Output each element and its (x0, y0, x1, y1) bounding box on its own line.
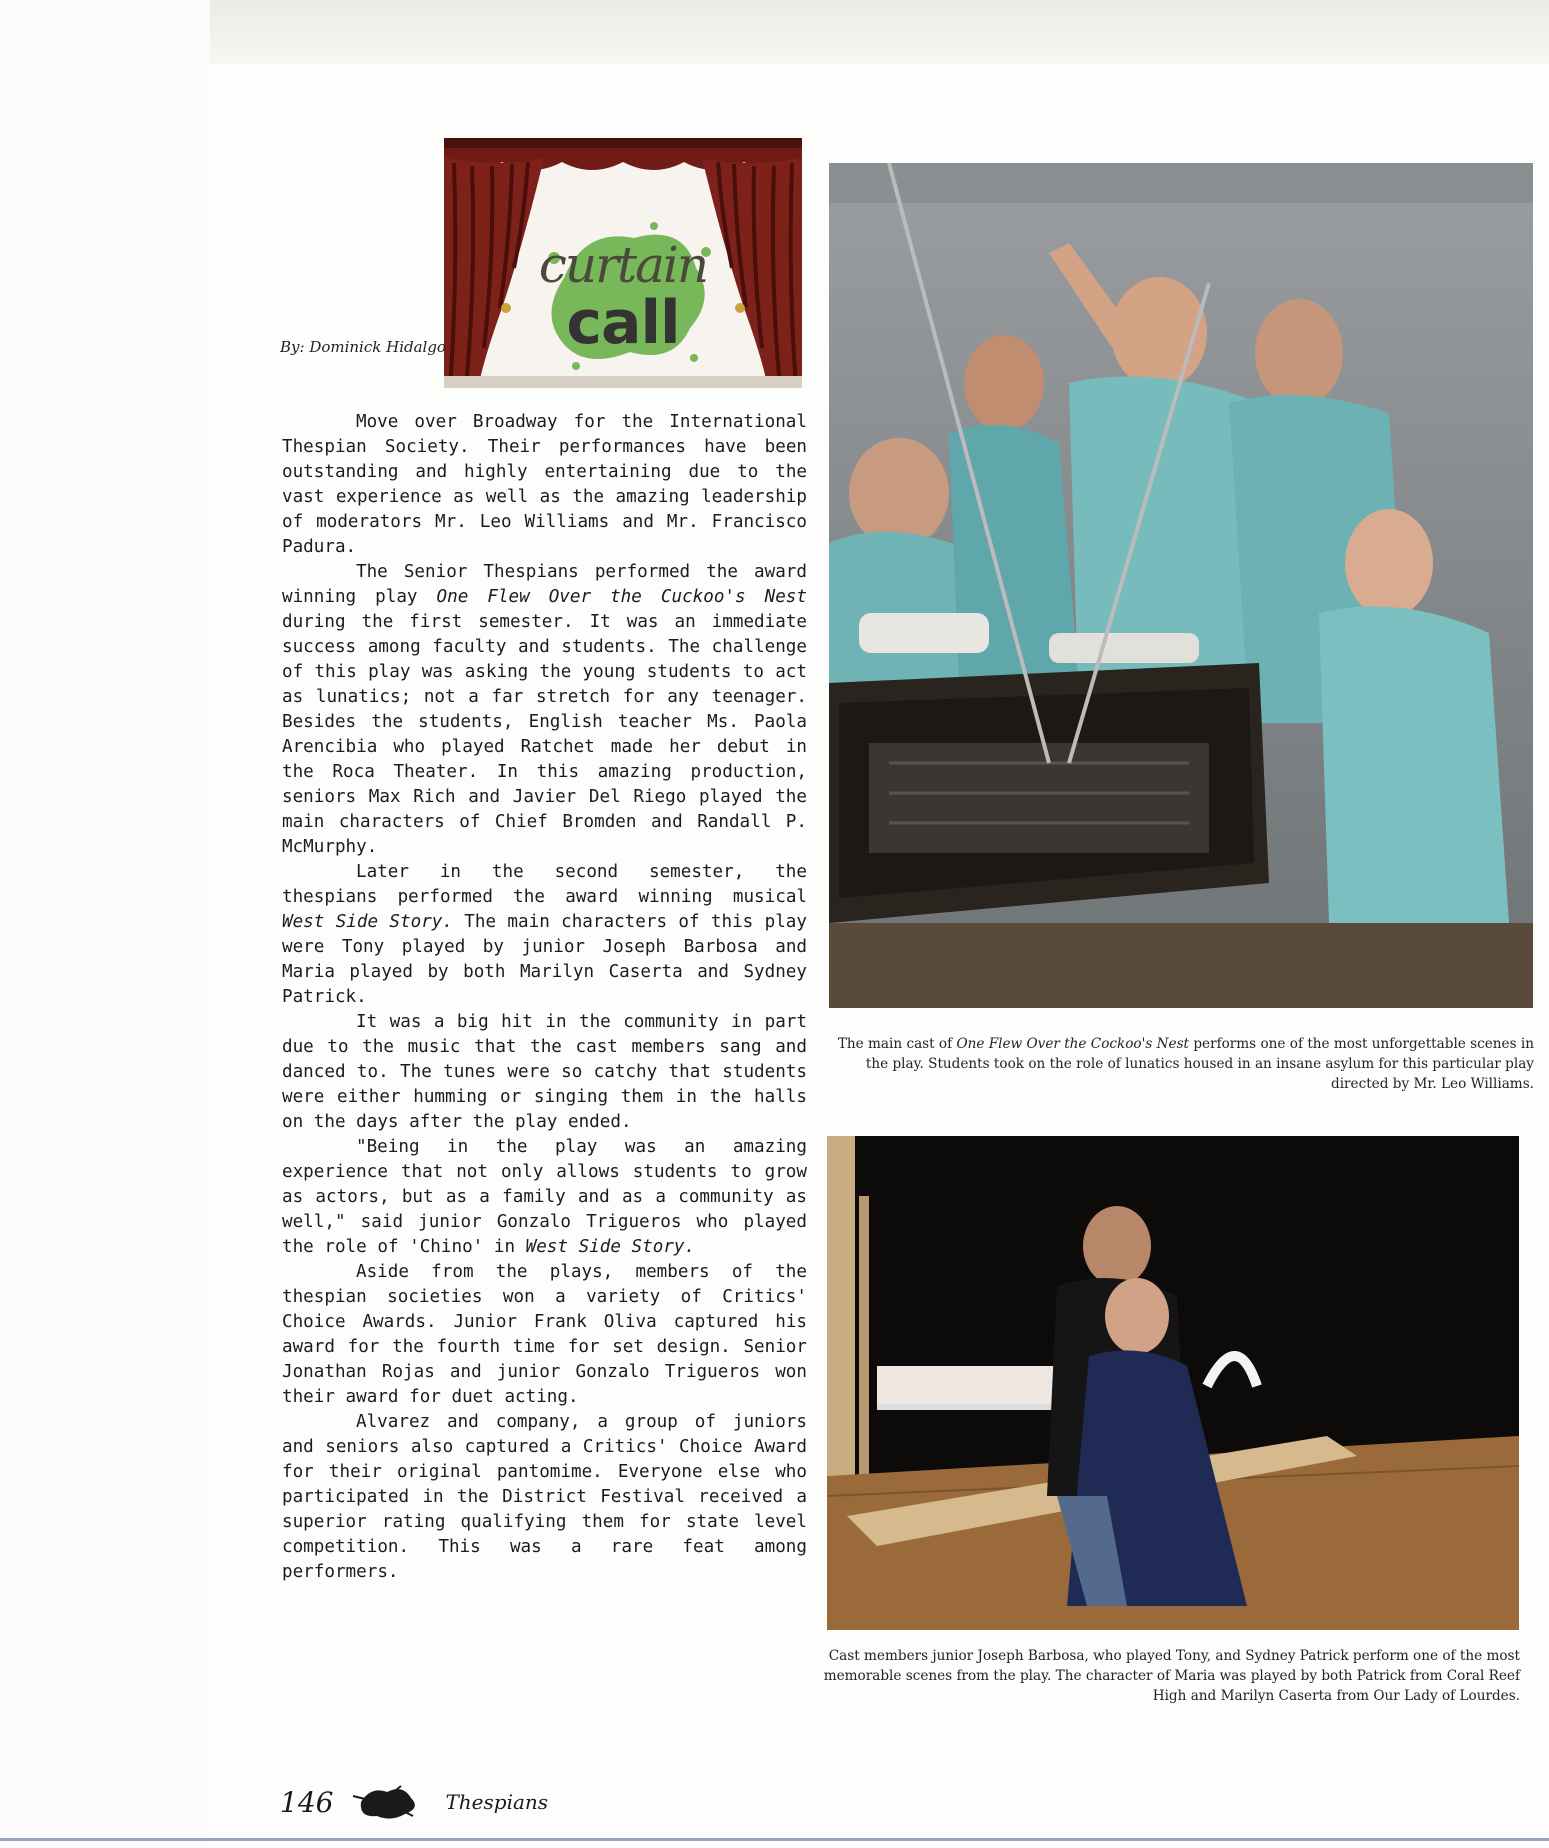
stage-scene-icon (827, 1136, 1519, 1630)
article-paragraph (282, 1135, 807, 1260)
title-reference: West Side Story. (525, 1237, 696, 1257)
title-reference: One Flew Over the Cockoo's Nest (956, 1036, 1190, 1052)
article-paragraph (282, 410, 807, 560)
article-paragraph (282, 860, 807, 1010)
photo1-caption (826, 1034, 1534, 1094)
text-run: Move over Broadway for the International Thespian Society. Their performances have been outstanding and highly entertaining due to the vast experience as well as the amazing leadership of moderators Mr. Leo Williams and Mr. Francisco Padura. (282, 412, 807, 557)
curtain-title-line2: call (566, 288, 680, 358)
text-run: Cast members junior Joseph Barbosa, who played Tony, and Sydney Patrick perform one of the most memorable scenes from the play. The character of Maria was played by both Patrick from Coral Reef High and Marilyn Caserta from Our Lady of Lourdes. (823, 1648, 1520, 1704)
text-run: "Being in the play was an amazing experience that not only allows students to grow as actors, but as a family and as a community as well," said junior Gonzalo Trigueros who played the role of 'Chino' in (282, 1137, 807, 1257)
curtain-call-graphic (444, 138, 802, 388)
article-paragraph (282, 560, 807, 860)
title-reference: West Side Story. (282, 912, 453, 932)
text-run: Later in the second semester, the thespians performed the award winning musical (282, 862, 807, 907)
text-run: Alvarez and company, a group of juniors and seniors also captured a Critics' Choice Award for their original pantomime. Everyone else who participated in the District Festival received a superior rating qualifying them for state level competition. This was a rare feat among performers. (282, 1412, 807, 1582)
section-name: Thespians (445, 1790, 549, 1814)
article-paragraph (282, 1260, 807, 1410)
text-run: The main characters of this play were Tony played by junior Joseph Barbosa and Maria played by both Marilyn Caserta and Sydney Patrick. (282, 912, 807, 1007)
article-paragraph (282, 1410, 807, 1585)
ink-splat-icon (351, 1782, 421, 1822)
text-run: The Senior Thespians performed the award winning play (282, 562, 807, 607)
west-side-story-photo (827, 1136, 1519, 1630)
stage-photo-icon (829, 163, 1533, 1008)
title-reference: One Flew Over the Cuckoo's Nest (436, 587, 807, 607)
photo2-caption (820, 1646, 1520, 1706)
text-run: Aside from the plays, members of the thespian societies won a variety of Critics' Choice Awards. Junior Frank Oliva captured his award for the fourth time for set design. Senior Jonathan Rojas and junior Gonzalo Trigueros won their award for duet acting. (282, 1262, 807, 1407)
text-run: performs one of the most unforgettable scenes in the play. Students took on the role of lunatics housed in an insane asylum for this particular play directed by Mr. Leo Williams. (865, 1036, 1534, 1092)
cuckoos-nest-cast-photo (829, 163, 1533, 1008)
text-run: The main cast of (837, 1036, 957, 1052)
text-run: during the first semester. It was an immediate success among faculty and students. The challenge of this play was asking the young students to act as lunatics; not a far stretch for any teenager. Besides the students, English teacher Ms. Paola Arencibia who played Ratchet made her debut in the Roca Theater. In this amazing production, seniors Max Rich and Javier Del Riego played the main characters of Chief Bromden and Randall P. McMurphy. (282, 612, 807, 857)
scan-left-margin (0, 0, 210, 1848)
scan-bottom-edge (0, 1838, 1549, 1841)
byline: By: Dominick Hidalgo (280, 338, 446, 356)
text-run: It was a big hit in the community in part due to the music that the cast members sang and danced to. The tunes were so catchy that students were either humming or singing them in the halls on the days after the play ended. (282, 1012, 807, 1132)
page-footer (280, 1782, 548, 1822)
scan-top-edge (0, 0, 1549, 64)
article-body (282, 410, 807, 1585)
curtain-title-line1: curtain (538, 236, 708, 294)
article-paragraph (282, 1010, 807, 1135)
page-number: 146 (280, 1785, 334, 1819)
